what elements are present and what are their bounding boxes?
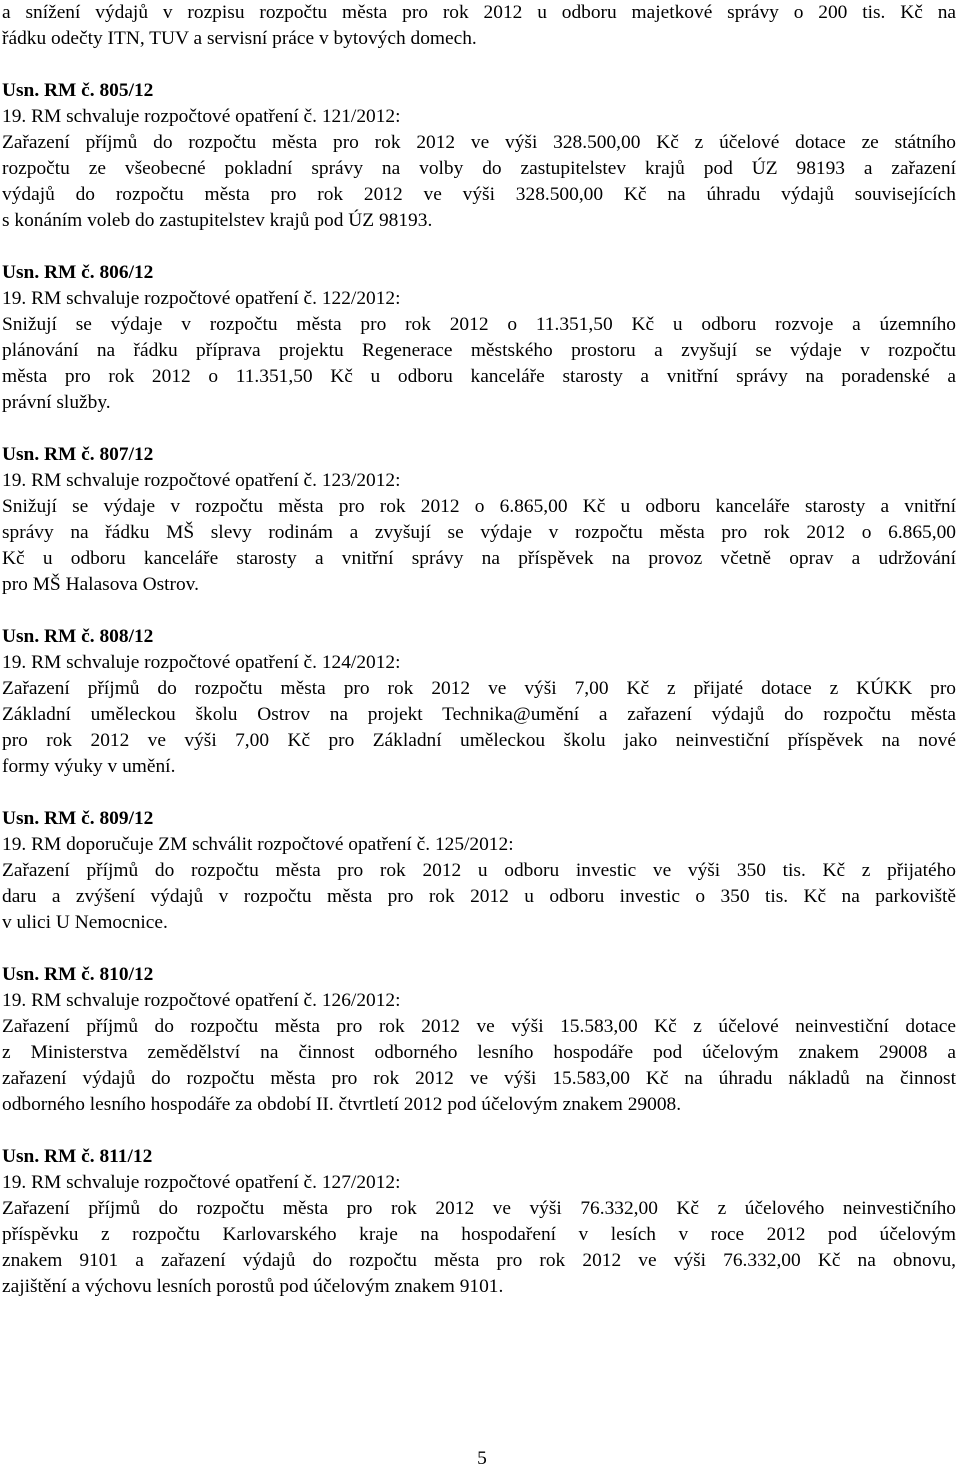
resolution-line: zajištění a výchovu lesních porostů pod účelovým znakem 9101.: [2, 1276, 504, 1297]
resolution-heading: 19. RM schvaluje rozpočtové opatření č. 121/2012:: [2, 106, 401, 127]
resolution-line: plánování na řádku příprava projektu Regenerace městského prostoru a zvyšují se výdaje v rozpočtu: [2, 340, 956, 361]
resolution-807: [2, 442, 956, 598]
resolution-line: Zařazení příjmů do rozpočtu města pro rok 2012 ve výši 15.583,00 Kč z účelové neinvestiční dotace: [2, 1016, 956, 1037]
resolution-806: [2, 260, 956, 416]
resolution-number: Usn. RM č. 810/12: [2, 964, 154, 985]
intro-line: a snížení výdajů v rozpisu rozpočtu města pro rok 2012 u odboru majetkové správy o 200 tis. Kč na: [2, 2, 956, 23]
intro-paragraph: [2, 0, 956, 52]
resolution-line: daru a zvýšení výdajů v rozpočtu města pro rok 2012 u odboru investic o 350 tis. Kč na parkoviště: [2, 886, 956, 907]
resolution-heading: 19. RM schvaluje rozpočtové opatření č. 127/2012:: [2, 1172, 401, 1193]
resolution-line: s konáním voleb do zastupitelstev krajů pod ÚZ 98193.: [2, 210, 433, 231]
resolution-line: výdajů do rozpočtu města pro rok 2012 ve výši 328.500,00 Kč na úhradu výdajů souvisejících: [2, 184, 956, 205]
resolution-line: v ulici U Nemocnice.: [2, 912, 168, 933]
resolution-text: [2, 858, 956, 936]
resolution-text: [2, 676, 956, 780]
resolution-text: [2, 494, 956, 598]
resolution-text: [2, 1196, 956, 1300]
resolution-text: [2, 1014, 956, 1118]
resolution-line: Zařazení příjmů do rozpočtu města pro rok 2012 ve výši 328.500,00 Kč z účelové dotace ze státního: [2, 132, 956, 153]
document-body: [2, 0, 956, 1300]
resolution-number: Usn. RM č. 809/12: [2, 808, 154, 829]
resolution-line: Kč u odboru kanceláře starosty a vnitřní správy na příspěvek na provoz včetně oprav a udržování: [2, 548, 956, 569]
resolution-line: Zařazení příjmů do rozpočtu města pro rok 2012 ve výši 76.332,00 Kč z účelového neinvestičního: [2, 1198, 956, 1219]
resolution-line: Zařazení příjmů do rozpočtu města pro rok 2012 ve výši 7,00 Kč z přijaté dotace z KÚKK pro: [2, 678, 956, 699]
resolution-808: [2, 624, 956, 780]
resolution-line: rozpočtu ze všeobecné pokladní správy na volby do zastupitelstev krajů pod ÚZ 98193 a zařazení: [2, 158, 956, 179]
resolution-heading: 19. RM doporučuje ZM schválit rozpočtové opatření č. 125/2012:: [2, 834, 514, 855]
resolution-line: Základní uměleckou školu Ostrov na projekt Technika@umění a zařazení výdajů do rozpočtu města: [2, 704, 956, 725]
resolution-heading: 19. RM schvaluje rozpočtové opatření č. 122/2012:: [2, 288, 401, 309]
resolution-805: [2, 78, 956, 234]
resolution-line: znakem 9101 a zařazení výdajů do rozpočtu města pro rok 2012 ve výši 76.332,00 Kč na obnovu,: [2, 1250, 956, 1271]
resolution-number: Usn. RM č. 808/12: [2, 626, 154, 647]
resolution-number: Usn. RM č. 805/12: [2, 80, 154, 101]
resolution-line: Snižují se výdaje v rozpočtu města pro rok 2012 o 11.351,50 Kč u odboru rozvoje a územního: [2, 314, 956, 335]
resolution-line: pro rok 2012 ve výši 7,00 Kč pro Základní uměleckou školu jako neinvestiční příspěvek na nové: [2, 730, 956, 751]
resolution-text: [2, 130, 956, 234]
resolution-line: z Ministerstva zemědělství na činnost odborného lesního hospodáře pod účelovým znakem 29008 a: [2, 1042, 956, 1063]
resolution-number: Usn. RM č. 806/12: [2, 262, 154, 283]
resolution-810: [2, 962, 956, 1118]
resolution-line: Snižují se výdaje v rozpočtu města pro rok 2012 o 6.865,00 Kč u odboru kanceláře starosty a vnitřní: [2, 496, 956, 517]
resolution-line: správy na řádku MŠ slevy rodinám a zvyšují se výdaje v rozpočtu města pro rok 2012 o 6.865,00: [2, 522, 956, 543]
resolution-line: pro MŠ Halasova Ostrov.: [2, 574, 199, 595]
resolution-line: Zařazení příjmů do rozpočtu města pro rok 2012 u odboru investic ve výši 350 tis. Kč z přijatého: [2, 860, 956, 881]
resolution-heading: 19. RM schvaluje rozpočtové opatření č. 126/2012:: [2, 990, 401, 1011]
resolution-line: města pro rok 2012 o 11.351,50 Kč u odboru kanceláře starosty a vnitřní správy na poradenské a: [2, 366, 956, 387]
resolution-heading: 19. RM schvaluje rozpočtové opatření č. 123/2012:: [2, 470, 401, 491]
intro-line: řádku odečty ITN, TUV a servisní práce v bytových domech.: [2, 28, 477, 49]
resolution-line: příspěvku z rozpočtu Karlovarského kraje na hospodaření v lesích v roce 2012 pod účelovým: [2, 1224, 956, 1245]
resolution-line: formy výuky v umění.: [2, 756, 176, 777]
resolution-line: odborného lesního hospodáře za období II. čtvrtletí 2012 pod účelovým znakem 29008.: [2, 1094, 682, 1115]
resolution-number: Usn. RM č. 811/12: [2, 1146, 153, 1167]
resolution-number: Usn. RM č. 807/12: [2, 444, 154, 465]
resolution-heading: 19. RM schvaluje rozpočtové opatření č. 124/2012:: [2, 652, 401, 673]
page-number: 5: [477, 1448, 487, 1469]
resolution-text: [2, 312, 956, 416]
resolution-line: zařazení výdajů do rozpočtu města pro rok 2012 ve výši 15.583,00 Kč na úhradu nákladů na činnost: [2, 1068, 956, 1089]
resolution-line: právní služby.: [2, 392, 111, 413]
resolution-809: [2, 806, 956, 936]
resolution-811: [2, 1144, 956, 1300]
